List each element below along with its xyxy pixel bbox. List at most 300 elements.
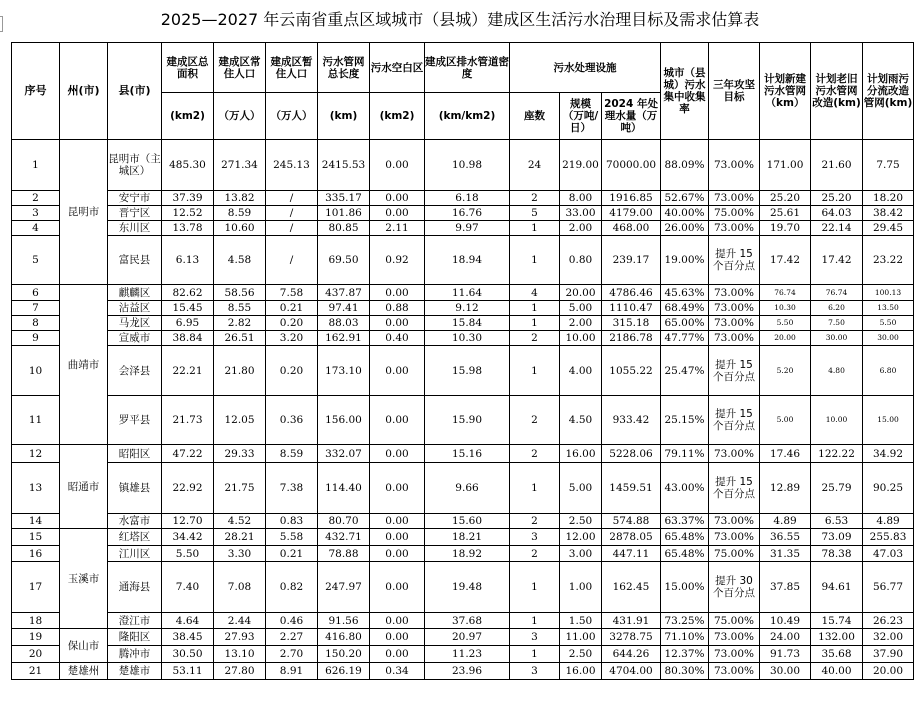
cell-renovate-pipe: 25.20 [811, 191, 863, 206]
header-treated-2024: 2024 年处理水量（万吨） [602, 93, 661, 140]
cell-target: 73.00% [709, 646, 760, 663]
cell-target: 73.00% [709, 301, 760, 316]
header-area: 建成区总面积 [162, 43, 214, 93]
unit-pipe-length: (km) [318, 93, 370, 140]
cell-area: 82.62 [162, 285, 214, 301]
cell-temporary: / [266, 221, 318, 236]
cell-pipe-length: 80.85 [318, 221, 370, 236]
cell-temporary: 3.20 [266, 331, 318, 346]
header-count: 座数 [510, 93, 560, 140]
cell-temporary: 2.27 [266, 629, 318, 646]
cell-county: 通海县 [108, 562, 162, 613]
cell-new-pipe: 17.46 [760, 445, 811, 463]
cell-count: 1 [510, 301, 560, 316]
cell-pipe-length: 416.80 [318, 629, 370, 646]
cell-separation: 38.42 [863, 206, 914, 221]
cell-drain-density: 9.97 [425, 221, 510, 236]
cell-area: 47.22 [162, 445, 214, 463]
cell-renovate-pipe: 7.50 [811, 316, 863, 331]
cell-blank-area: 0.00 [370, 316, 425, 331]
cell-pipe-length: 626.19 [318, 663, 370, 680]
cell-collection-rate: 65.48% [661, 529, 709, 546]
cell-county: 麒麟区 [108, 285, 162, 301]
cell-count: 4 [510, 285, 560, 301]
cell-renovate-pipe: 40.00 [811, 663, 863, 680]
cell-pipe-length: 91.56 [318, 613, 370, 629]
cell-separation: 5.50 [863, 316, 914, 331]
cell-seq: 7 [12, 301, 60, 316]
cell-area: 15.45 [162, 301, 214, 316]
cell-scale: 16.00 [560, 663, 602, 680]
cell-area: 38.84 [162, 331, 214, 346]
cell-seq: 6 [12, 285, 60, 301]
cell-resident: 13.82 [214, 191, 266, 206]
cell-temporary: 0.82 [266, 562, 318, 613]
table-row [12, 285, 914, 301]
cell-area: 53.11 [162, 663, 214, 680]
cell-treated-2024: 2186.78 [602, 331, 661, 346]
table-row [12, 396, 914, 445]
cell-renovate-pipe: 17.42 [811, 236, 863, 285]
cell-pipe-length: 2415.53 [318, 140, 370, 191]
cell-prefecture: 昆明市 [60, 140, 108, 285]
cell-area: 34.42 [162, 529, 214, 546]
cell-seq: 8 [12, 316, 60, 331]
cell-collection-rate: 26.00% [661, 221, 709, 236]
cell-blank-area: 0.40 [370, 331, 425, 346]
cell-target: 提升 15 个百分点 [709, 236, 760, 285]
cell-pipe-length: 156.00 [318, 396, 370, 445]
cell-drain-density: 11.64 [425, 285, 510, 301]
cell-treated-2024: 4786.46 [602, 285, 661, 301]
cell-renovate-pipe: 64.03 [811, 206, 863, 221]
cell-new-pipe: 5.50 [760, 316, 811, 331]
cell-resident: 58.56 [214, 285, 266, 301]
cell-scale: 219.00 [560, 140, 602, 191]
cell-blank-area: 0.92 [370, 236, 425, 285]
cell-county: 镇雄县 [108, 463, 162, 514]
cell-scale: 10.00 [560, 331, 602, 346]
cell-separation: 18.20 [863, 191, 914, 206]
table-row [12, 236, 914, 285]
header-seq: 序号 [12, 43, 60, 140]
cell-drain-density: 9.12 [425, 301, 510, 316]
cell-county: 富民县 [108, 236, 162, 285]
cell-seq: 20 [12, 646, 60, 663]
cell-county: 昆明市（主城区） [108, 140, 162, 191]
cell-seq: 15 [12, 529, 60, 546]
cell-collection-rate: 71.10% [661, 629, 709, 646]
cell-temporary: 0.21 [266, 546, 318, 562]
cell-county: 昭阳区 [108, 445, 162, 463]
cell-area: 37.39 [162, 191, 214, 206]
cell-resident: 27.80 [214, 663, 266, 680]
cell-scale: 4.00 [560, 346, 602, 396]
cell-resident: 21.75 [214, 463, 266, 514]
cell-temporary: 0.36 [266, 396, 318, 445]
cell-scale: 2.50 [560, 514, 602, 529]
cell-county: 东川区 [108, 221, 162, 236]
cell-target: 73.00% [709, 191, 760, 206]
cell-drain-density: 19.48 [425, 562, 510, 613]
cell-new-pipe: 31.35 [760, 546, 811, 562]
cell-treated-2024: 5228.06 [602, 445, 661, 463]
cell-treated-2024: 933.42 [602, 396, 661, 445]
cell-county: 楚雄市 [108, 663, 162, 680]
cell-pipe-length: 173.10 [318, 346, 370, 396]
cell-treated-2024: 4179.00 [602, 206, 661, 221]
table-row [12, 191, 914, 206]
cell-new-pipe: 4.89 [760, 514, 811, 529]
cell-resident: 27.93 [214, 629, 266, 646]
cell-prefecture: 曲靖市 [60, 285, 108, 445]
cell-renovate-pipe: 15.74 [811, 613, 863, 629]
cell-separation: 26.23 [863, 613, 914, 629]
cell-resident: 21.80 [214, 346, 266, 396]
cell-treated-2024: 1916.85 [602, 191, 661, 206]
cell-count: 2 [510, 514, 560, 529]
cell-resident: 2.44 [214, 613, 266, 629]
cell-drain-density: 20.97 [425, 629, 510, 646]
cell-drain-density: 18.92 [425, 546, 510, 562]
cell-count: 3 [510, 529, 560, 546]
cell-resident: 4.58 [214, 236, 266, 285]
cell-county: 隆阳区 [108, 629, 162, 646]
table-row [12, 663, 914, 680]
cell-area: 12.52 [162, 206, 214, 221]
cell-blank-area: 0.88 [370, 301, 425, 316]
cell-target: 75.00% [709, 546, 760, 562]
cell-new-pipe: 10.49 [760, 613, 811, 629]
cell-blank-area: 0.00 [370, 562, 425, 613]
cell-collection-rate: 43.00% [661, 463, 709, 514]
cell-seq: 21 [12, 663, 60, 680]
cell-collection-rate: 63.37% [661, 514, 709, 529]
cell-new-pipe: 12.89 [760, 463, 811, 514]
cell-county: 马龙区 [108, 316, 162, 331]
table-row [12, 546, 914, 562]
cell-scale: 8.00 [560, 191, 602, 206]
cell-seq: 19 [12, 629, 60, 646]
cell-resident: 29.33 [214, 445, 266, 463]
cell-collection-rate: 12.37% [661, 646, 709, 663]
page-title: 2025—2027 年云南省重点区域城市（县城）建成区生活污水治理目标及需求估算表 [160, 10, 760, 29]
cell-renovate-pipe: 78.38 [811, 546, 863, 562]
cell-seq: 5 [12, 236, 60, 285]
cell-collection-rate: 25.15% [661, 396, 709, 445]
cell-pipe-length: 332.07 [318, 445, 370, 463]
cell-pipe-length: 247.97 [318, 562, 370, 613]
cell-collection-rate: 15.00% [661, 562, 709, 613]
cell-target: 提升 15 个百分点 [709, 463, 760, 514]
cell-resident: 8.59 [214, 206, 266, 221]
cell-renovate-pipe: 21.60 [811, 140, 863, 191]
cell-pipe-length: 114.40 [318, 463, 370, 514]
cell-separation: 37.90 [863, 646, 914, 663]
cell-seq: 18 [12, 613, 60, 629]
header-renovate-pipe: 计划老旧污水管网改造(km) [811, 43, 863, 140]
table-row [12, 221, 914, 236]
cell-scale: 2.00 [560, 316, 602, 331]
cell-separation: 15.00 [863, 396, 914, 445]
cell-drain-density: 10.30 [425, 331, 510, 346]
cell-count: 1 [510, 236, 560, 285]
cell-new-pipe: 76.74 [760, 285, 811, 301]
cell-count: 1 [510, 463, 560, 514]
cell-pipe-length: 432.71 [318, 529, 370, 546]
cell-treated-2024: 3278.75 [602, 629, 661, 646]
cell-seq: 10 [12, 346, 60, 396]
cell-resident: 13.10 [214, 646, 266, 663]
cell-scale: 4.50 [560, 396, 602, 445]
unit-resident: （万人） [214, 93, 266, 140]
cell-renovate-pipe: 6.20 [811, 301, 863, 316]
cell-prefecture: 玉溪市 [60, 529, 108, 629]
header-target: 三年攻坚目标 [709, 43, 760, 140]
cell-resident: 8.55 [214, 301, 266, 316]
header-county: 县(市) [108, 43, 162, 140]
cell-count: 2 [510, 445, 560, 463]
cell-blank-area: 0.00 [370, 396, 425, 445]
cell-scale: 2.00 [560, 221, 602, 236]
cell-separation: 20.00 [863, 663, 914, 680]
cell-collection-rate: 65.00% [661, 316, 709, 331]
cell-seq: 4 [12, 221, 60, 236]
cell-renovate-pipe: 30.00 [811, 331, 863, 346]
cell-scale: 5.00 [560, 463, 602, 514]
cell-count: 2 [510, 396, 560, 445]
cell-temporary: 5.58 [266, 529, 318, 546]
cell-treated-2024: 1055.22 [602, 346, 661, 396]
cell-count: 1 [510, 646, 560, 663]
table-body [12, 140, 914, 680]
cell-area: 6.13 [162, 236, 214, 285]
cell-new-pipe: 20.00 [760, 331, 811, 346]
cell-temporary: 0.20 [266, 316, 318, 331]
cell-collection-rate: 25.47% [661, 346, 709, 396]
cell-blank-area: 0.00 [370, 613, 425, 629]
cell-count: 1 [510, 562, 560, 613]
header-scale: 规模（万吨/日） [560, 93, 602, 140]
cell-seq: 1 [12, 140, 60, 191]
cell-pipe-length: 80.70 [318, 514, 370, 529]
cell-area: 22.92 [162, 463, 214, 514]
cell-separation: 29.45 [863, 221, 914, 236]
cell-pipe-length: 88.03 [318, 316, 370, 331]
cell-renovate-pipe: 22.14 [811, 221, 863, 236]
table-row [12, 346, 914, 396]
table-row [12, 140, 914, 191]
cell-target: 73.00% [709, 285, 760, 301]
cell-blank-area: 0.34 [370, 663, 425, 680]
cell-treated-2024: 315.18 [602, 316, 661, 331]
cell-area: 22.21 [162, 346, 214, 396]
cell-county: 腾冲市 [108, 646, 162, 663]
cell-separation: 6.80 [863, 346, 914, 396]
cell-separation: 7.75 [863, 140, 914, 191]
cell-treated-2024: 162.45 [602, 562, 661, 613]
cell-treated-2024: 70000.00 [602, 140, 661, 191]
cell-target: 73.00% [709, 331, 760, 346]
cell-treated-2024: 239.17 [602, 236, 661, 285]
cell-resident: 2.82 [214, 316, 266, 331]
cell-drain-density: 11.23 [425, 646, 510, 663]
cell-collection-rate: 40.00% [661, 206, 709, 221]
cell-blank-area: 2.11 [370, 221, 425, 236]
cell-prefecture: 昭通市 [60, 445, 108, 529]
cell-county: 晋宁区 [108, 206, 162, 221]
table-row [12, 331, 914, 346]
cell-blank-area: 0.00 [370, 445, 425, 463]
cell-blank-area: 0.00 [370, 463, 425, 514]
table-row [12, 445, 914, 463]
cell-target: 73.00% [709, 514, 760, 529]
cell-scale: 5.00 [560, 301, 602, 316]
cell-pipe-length: 335.17 [318, 191, 370, 206]
cell-count: 1 [510, 221, 560, 236]
cell-separation: 13.50 [863, 301, 914, 316]
unit-temporary: （万人） [266, 93, 318, 140]
unit-drain-density: (km/km2) [425, 93, 510, 140]
cell-renovate-pipe: 6.53 [811, 514, 863, 529]
cell-pipe-length: 150.20 [318, 646, 370, 663]
cell-seq: 3 [12, 206, 60, 221]
cell-temporary: 0.46 [266, 613, 318, 629]
cell-blank-area: 0.00 [370, 206, 425, 221]
cell-area: 30.50 [162, 646, 214, 663]
cell-separation: 56.77 [863, 562, 914, 613]
cell-county: 沾益区 [108, 301, 162, 316]
cell-drain-density: 10.98 [425, 140, 510, 191]
cell-temporary: / [266, 191, 318, 206]
cell-blank-area: 0.00 [370, 346, 425, 396]
cell-count: 2 [510, 546, 560, 562]
table-row [12, 529, 914, 546]
cell-count: 1 [510, 346, 560, 396]
cell-pipe-length: 78.88 [318, 546, 370, 562]
cell-collection-rate: 79.11% [661, 445, 709, 463]
cell-separation: 23.22 [863, 236, 914, 285]
cell-temporary: 0.20 [266, 346, 318, 396]
cell-new-pipe: 10.30 [760, 301, 811, 316]
cell-drain-density: 9.66 [425, 463, 510, 514]
cell-resident: 3.30 [214, 546, 266, 562]
cell-renovate-pipe: 132.00 [811, 629, 863, 646]
table-row [12, 646, 914, 663]
cell-county: 会泽县 [108, 346, 162, 396]
cell-scale: 2.50 [560, 646, 602, 663]
cell-seq: 17 [12, 562, 60, 613]
table-row [12, 301, 914, 316]
cell-count: 3 [510, 629, 560, 646]
cell-treated-2024: 2878.05 [602, 529, 661, 546]
cell-seq: 12 [12, 445, 60, 463]
cell-resident: 28.21 [214, 529, 266, 546]
cell-county: 宣威市 [108, 331, 162, 346]
cell-collection-rate: 47.77% [661, 331, 709, 346]
cell-temporary: 8.91 [266, 663, 318, 680]
cell-scale: 0.80 [560, 236, 602, 285]
cell-drain-density: 16.76 [425, 206, 510, 221]
cell-collection-rate: 80.30% [661, 663, 709, 680]
cell-treated-2024: 447.11 [602, 546, 661, 562]
cell-temporary: / [266, 236, 318, 285]
cell-blank-area: 0.00 [370, 514, 425, 529]
cell-scale: 11.00 [560, 629, 602, 646]
cell-seq: 13 [12, 463, 60, 514]
cell-renovate-pipe: 122.22 [811, 445, 863, 463]
cell-new-pipe: 171.00 [760, 140, 811, 191]
cell-new-pipe: 37.85 [760, 562, 811, 613]
cell-blank-area: 0.00 [370, 646, 425, 663]
cell-scale: 33.00 [560, 206, 602, 221]
cell-temporary: 2.70 [266, 646, 318, 663]
header-facility-group: 污水处理设施 [510, 43, 661, 93]
cell-area: 13.78 [162, 221, 214, 236]
cell-pipe-length: 69.50 [318, 236, 370, 285]
header-temporary: 建成区暂住人口 [266, 43, 318, 93]
cell-collection-rate: 88.09% [661, 140, 709, 191]
data-table [11, 42, 914, 680]
cell-target: 73.00% [709, 529, 760, 546]
cell-temporary: 8.59 [266, 445, 318, 463]
header-separation: 计划雨污分流改造管网(km) [863, 43, 914, 140]
cell-drain-density: 6.18 [425, 191, 510, 206]
cell-target: 提升 30 个百分点 [709, 562, 760, 613]
cell-area: 38.45 [162, 629, 214, 646]
cell-renovate-pipe: 25.79 [811, 463, 863, 514]
cell-county: 澄江市 [108, 613, 162, 629]
cell-blank-area: 0.00 [370, 529, 425, 546]
cell-drain-density: 15.84 [425, 316, 510, 331]
cell-renovate-pipe: 10.00 [811, 396, 863, 445]
table-row [12, 316, 914, 331]
cell-scale: 12.00 [560, 529, 602, 546]
cell-drain-density: 23.96 [425, 663, 510, 680]
cell-resident: 26.51 [214, 331, 266, 346]
cell-scale: 16.00 [560, 445, 602, 463]
cell-seq: 14 [12, 514, 60, 529]
cell-seq: 11 [12, 396, 60, 445]
cell-new-pipe: 30.00 [760, 663, 811, 680]
cell-count: 2 [510, 331, 560, 346]
cell-new-pipe: 5.20 [760, 346, 811, 396]
cell-treated-2024: 574.88 [602, 514, 661, 529]
cell-separation: 100.13 [863, 285, 914, 301]
cell-drain-density: 15.60 [425, 514, 510, 529]
cell-treated-2024: 468.00 [602, 221, 661, 236]
cell-target: 73.00% [709, 140, 760, 191]
cell-target: 提升 15 个百分点 [709, 346, 760, 396]
cell-scale: 1.50 [560, 613, 602, 629]
cell-temporary: 7.38 [266, 463, 318, 514]
cell-target: 提升 15 个百分点 [709, 396, 760, 445]
cell-new-pipe: 24.00 [760, 629, 811, 646]
cell-scale: 20.00 [560, 285, 602, 301]
cell-treated-2024: 1459.51 [602, 463, 661, 514]
cell-treated-2024: 1110.47 [602, 301, 661, 316]
cell-area: 12.70 [162, 514, 214, 529]
cell-count: 24 [510, 140, 560, 191]
cell-target: 75.00% [709, 613, 760, 629]
table-row [12, 613, 914, 629]
cell-temporary: 245.13 [266, 140, 318, 191]
cell-resident: 271.34 [214, 140, 266, 191]
cell-county: 安宁市 [108, 191, 162, 206]
cell-county: 罗平县 [108, 396, 162, 445]
cell-scale: 3.00 [560, 546, 602, 562]
cell-renovate-pipe: 35.68 [811, 646, 863, 663]
